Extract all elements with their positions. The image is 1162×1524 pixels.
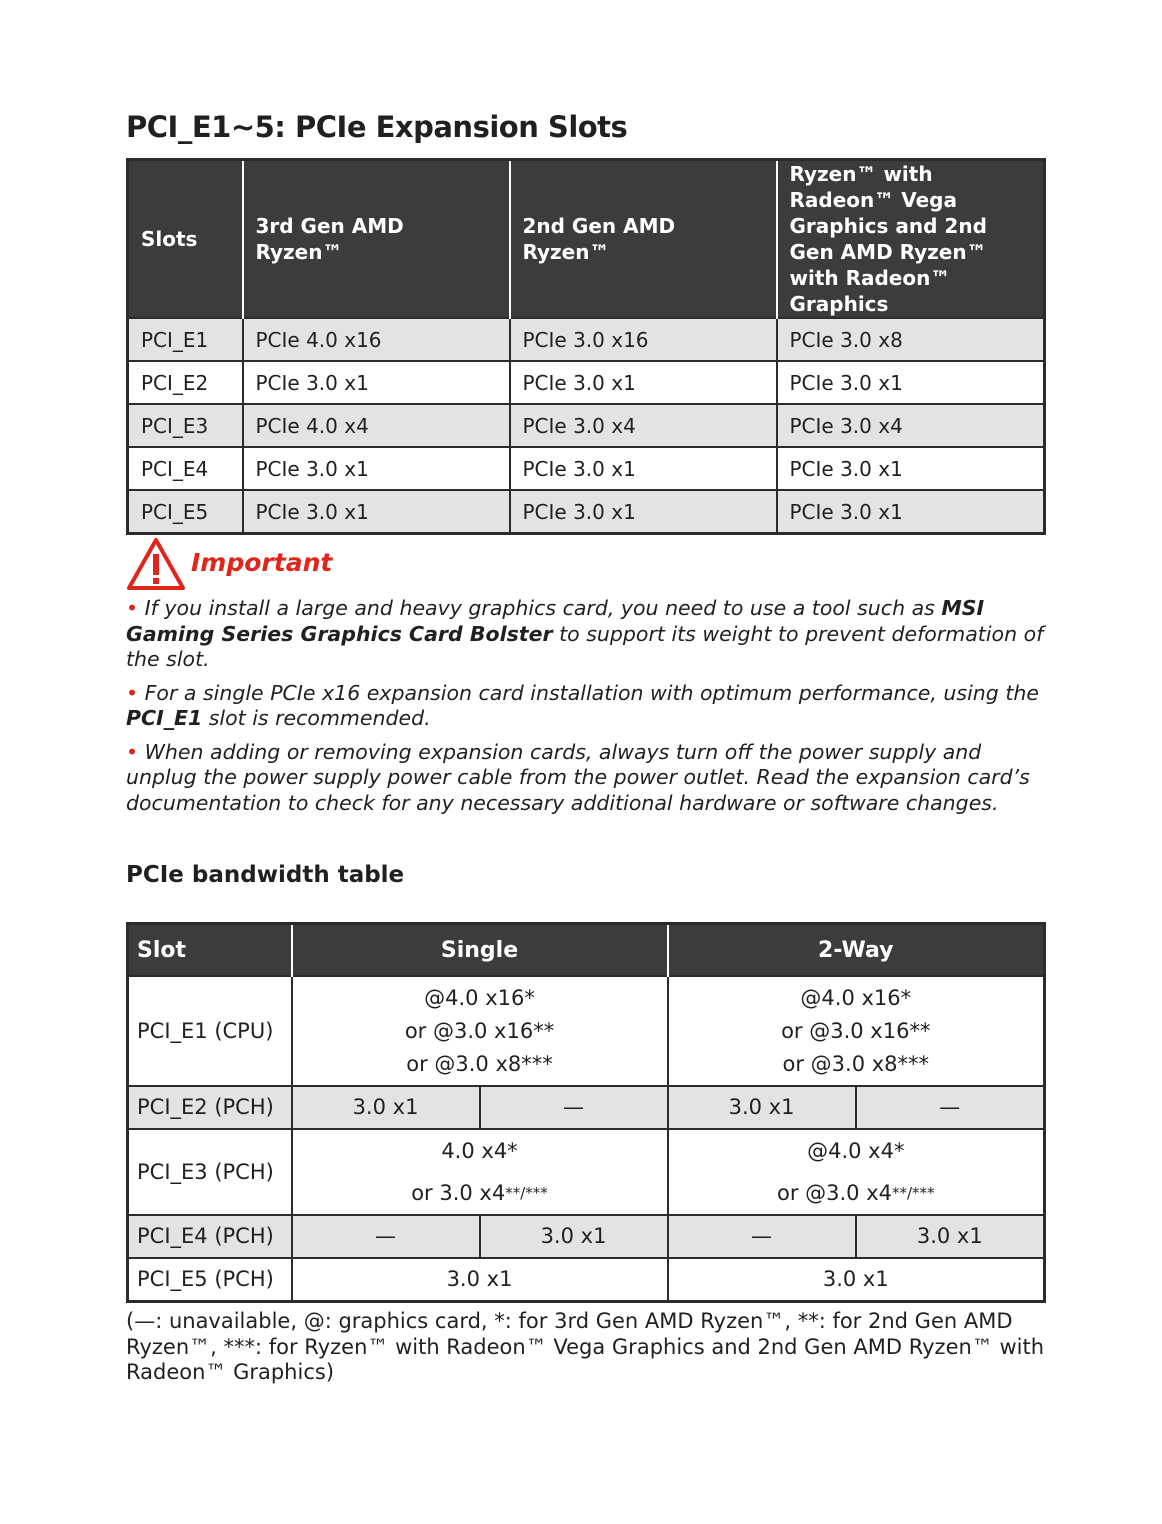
table-header-row bbox=[128, 924, 1045, 977]
cell-line: @4.0 x4* bbox=[807, 1139, 905, 1163]
table-cell: PCI_E2 bbox=[128, 361, 243, 404]
table-cell: PCI_E1 bbox=[128, 318, 243, 361]
section-title: PCIe bandwidth table bbox=[126, 862, 405, 888]
table-cell: PCI_E1 (CPU) bbox=[128, 976, 292, 1086]
column-header: 3rd Gen AMD Ryzen™ bbox=[243, 160, 510, 319]
note-text: If you install a large and heavy graphics card, you need to use a tool such as bbox=[144, 596, 942, 620]
table-row bbox=[128, 1086, 1045, 1129]
column-header: Ryzen™ with Radeon™ Vega Graphics and 2nd Gen AMD Ryzen™ with Radeon™ Graphics bbox=[777, 160, 1045, 319]
table-cell bbox=[668, 976, 1045, 1086]
column-header: Single bbox=[292, 924, 668, 977]
table-row bbox=[128, 1129, 1045, 1215]
table-cell: PCI_E5 (PCH) bbox=[128, 1258, 292, 1301]
bandwidth-table bbox=[126, 922, 1046, 1303]
table-cell: 3.0 x1 bbox=[292, 1258, 668, 1301]
table-cell: 3.0 x1 bbox=[668, 1086, 856, 1129]
table-header-row bbox=[128, 160, 1045, 319]
note-emphasis: MSI Gaming Series Graphics Card Bolster bbox=[126, 596, 985, 646]
table-legend: (—: unavailable, @: graphics card, *: for 3rd Gen AMD Ryzen™, **: for 2nd Gen AMD Ryzen™, ***: for Ryzen™ with Radeon™ Vega Graphics and 2nd Gen AMD Ryzen™ with Radeon™ Graphics) bbox=[126, 1309, 1045, 1384]
list-item bbox=[126, 681, 1046, 732]
note-text: to support its weight to prevent deformation of the slot. bbox=[126, 621, 1044, 671]
cell-line: @4.0 x16* bbox=[800, 985, 912, 1010]
table-cell: PCIe 3.0 x1 bbox=[510, 490, 777, 534]
column-header: 2-Way bbox=[668, 924, 1045, 977]
note-text: When adding or removing expansion cards, always turn off the power supply and unplug the power supply power cable from the power outlet. Read the expansion card’s documentation to check for any necessary additional hardware or software changes. bbox=[126, 739, 1030, 815]
table-cell: — bbox=[856, 1086, 1045, 1129]
cell-line: or @3.0 x16** bbox=[781, 1018, 931, 1043]
important-notes bbox=[126, 596, 1046, 824]
note-text: For a single PCIe x16 expansion card installation with optimum performance, using the bbox=[144, 680, 1039, 705]
column-header: 2nd Gen AMD Ryzen™ bbox=[510, 160, 777, 319]
cell-text: or @3.0 x4 bbox=[776, 1181, 892, 1205]
table-cell: PCIe 3.0 x1 bbox=[510, 361, 777, 404]
table-cell: PCIe 3.0 x4 bbox=[510, 404, 777, 447]
table-cell bbox=[668, 1129, 1045, 1215]
column-header: Slots bbox=[128, 160, 243, 319]
table-cell: PCIe 3.0 x1 bbox=[243, 447, 510, 490]
table-cell: 3.0 x1 bbox=[668, 1258, 1045, 1301]
warning-icon bbox=[126, 537, 186, 591]
list-item bbox=[126, 596, 1046, 673]
table-row bbox=[128, 1258, 1045, 1301]
bullet: • bbox=[126, 596, 139, 620]
table-row bbox=[128, 976, 1045, 1086]
slots-table bbox=[126, 158, 1046, 535]
cell-superscript: **/*** bbox=[505, 1184, 548, 1202]
table-row bbox=[128, 318, 1045, 361]
table-cell: PCIe 3.0 x8 bbox=[777, 318, 1045, 361]
table-cell: PCI_E4 (PCH) bbox=[128, 1215, 292, 1258]
cell-line bbox=[669, 1172, 1044, 1214]
table-row bbox=[128, 490, 1045, 534]
table-row bbox=[128, 404, 1045, 447]
table-cell bbox=[292, 1129, 668, 1215]
column-header: Slot bbox=[128, 924, 292, 977]
table-cell: PCIe 3.0 x1 bbox=[510, 447, 777, 490]
table-cell: PCIe 3.0 x1 bbox=[777, 447, 1045, 490]
table-cell: PCIe 4.0 x4 bbox=[243, 404, 510, 447]
table-cell: PCIe 3.0 x16 bbox=[510, 318, 777, 361]
table-cell: 3.0 x1 bbox=[292, 1086, 480, 1129]
cell-line: or @3.0 x16** bbox=[404, 1018, 555, 1043]
table-cell: PCI_E2 (PCH) bbox=[128, 1086, 292, 1129]
cell-line: or @3.0 x8*** bbox=[406, 1051, 553, 1076]
table-cell: PCIe 3.0 x1 bbox=[243, 490, 510, 534]
table-cell: PCIe 4.0 x16 bbox=[243, 318, 510, 361]
table-cell bbox=[292, 976, 668, 1086]
table-cell: PCIe 3.0 x4 bbox=[777, 404, 1045, 447]
table-cell: — bbox=[292, 1215, 480, 1258]
note-emphasis: PCI_E1 bbox=[126, 706, 203, 730]
table-cell: PCIe 3.0 x1 bbox=[777, 490, 1045, 534]
bullet: • bbox=[126, 739, 139, 764]
bullet: • bbox=[126, 680, 139, 705]
page-title: PCI_E1~5: PCIe Expansion Slots bbox=[126, 110, 628, 144]
cell-line bbox=[293, 1172, 667, 1214]
table-row bbox=[128, 1215, 1045, 1258]
list-item bbox=[126, 740, 1046, 817]
table-cell: — bbox=[480, 1086, 668, 1129]
table-cell: — bbox=[668, 1215, 856, 1258]
table-row bbox=[128, 361, 1045, 404]
cell-text: or 3.0 x4 bbox=[411, 1181, 506, 1205]
cell-line: 4.0 x4* bbox=[441, 1139, 518, 1163]
cell-line: @4.0 x16* bbox=[424, 985, 535, 1010]
cell-line: or @3.0 x8*** bbox=[782, 1051, 930, 1076]
note-text: slot is recommended. bbox=[202, 706, 431, 730]
cell-superscript: **/*** bbox=[892, 1184, 935, 1202]
table-cell: PCIe 3.0 x1 bbox=[777, 361, 1045, 404]
important-label: Important bbox=[191, 548, 333, 577]
table-row bbox=[128, 447, 1045, 490]
table-cell: PCI_E3 bbox=[128, 404, 243, 447]
table-cell: 3.0 x1 bbox=[856, 1215, 1045, 1258]
table-cell: 3.0 x1 bbox=[480, 1215, 668, 1258]
table-cell: PCI_E5 bbox=[128, 490, 243, 534]
table-cell: PCIe 3.0 x1 bbox=[243, 361, 510, 404]
table-cell: PCI_E4 bbox=[128, 447, 243, 490]
table-cell: PCI_E3 (PCH) bbox=[128, 1129, 292, 1215]
